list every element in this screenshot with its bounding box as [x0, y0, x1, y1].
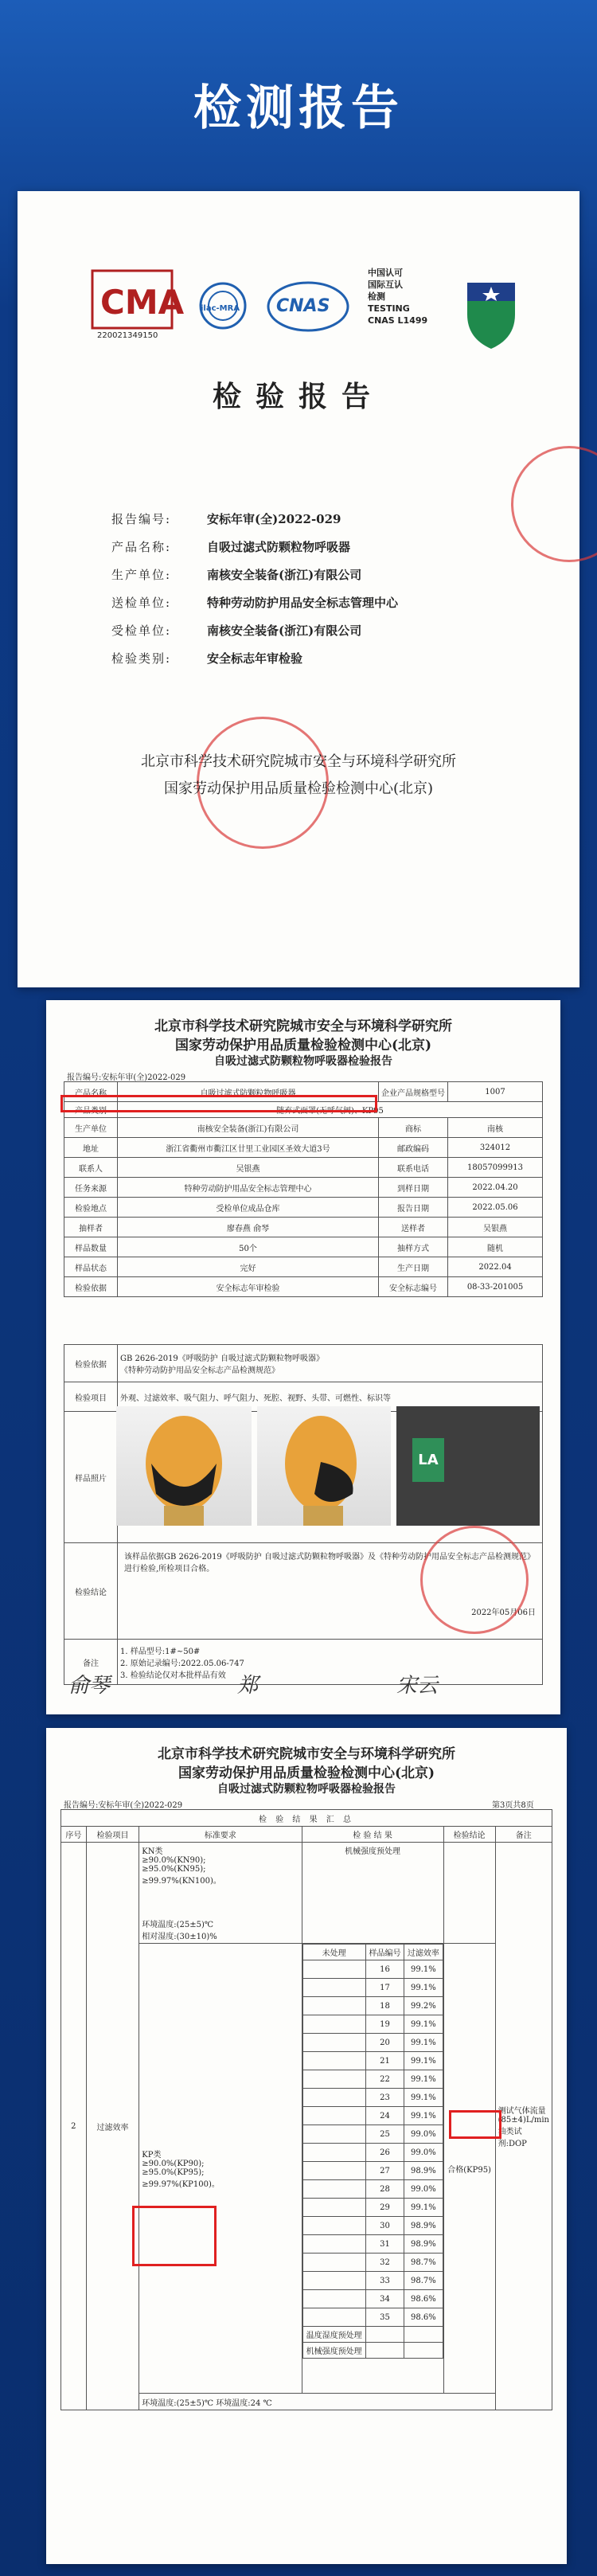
field-label: 送样者	[379, 1218, 448, 1237]
items-text: 外观、过滤效率、吸气阻力、呼气阻力、死腔、视野、头带、可燃性、标识等	[118, 1382, 543, 1412]
field-label: 检验依据	[64, 1277, 118, 1297]
spacer-cell	[302, 2162, 365, 2180]
field-value: 随弃式面罩(无呼气阀)、KP95	[118, 1102, 543, 1118]
efficiency-value: 99.1%	[404, 2089, 443, 2107]
table-row	[302, 1979, 443, 1997]
field-label: 企业产品规格型号	[379, 1082, 448, 1102]
col-label: 过滤效率	[404, 1945, 443, 1960]
standard-text: GB 2626-2019《呼吸防护 自吸过滤式防颗粒物呼吸器》 《特种劳动防护用品安全标志产品检测规范》	[118, 1345, 543, 1382]
efficiency-value: 99.1%	[404, 2034, 443, 2052]
table-row	[302, 2125, 443, 2144]
col-header: 序号	[61, 1827, 87, 1843]
col-header: 备注	[495, 1827, 552, 1843]
efficiency-value: 99.1%	[404, 2070, 443, 2089]
signature: 宋云	[396, 1674, 439, 1698]
efficiency-value: 99.0%	[404, 2144, 443, 2162]
conclusion-label: 检验结论	[64, 1543, 118, 1640]
table-row	[302, 2089, 443, 2107]
spacer-cell	[302, 2180, 365, 2199]
spacer-cell	[302, 2125, 365, 2144]
doc-title: 检验报告	[212, 380, 384, 413]
spacer-cell	[302, 2070, 365, 2089]
field-value: 324012	[448, 1138, 543, 1158]
table-row	[302, 2162, 443, 2180]
conclusion-cell: 该样品依据GB 2626-2019《呼吸防护 自吸过滤式防颗粒物呼吸器》及《特种劳动防护用品安全标志产品检测规范》进行检验,所检项目合格。 2022年05月06日	[118, 1543, 543, 1640]
field-value: 南核	[448, 1118, 543, 1138]
field-label: 商标	[379, 1118, 448, 1138]
field-label: 邮政编码	[379, 1138, 448, 1158]
table-row	[302, 2290, 443, 2308]
red-seal	[420, 1526, 529, 1634]
field-value: 吴银燕	[448, 1218, 543, 1237]
col-label: 机械强度预处理	[302, 2343, 365, 2359]
field-label: 生产日期	[379, 1257, 448, 1277]
spacer-cell	[302, 2144, 365, 2162]
field-label: 产品类别	[64, 1102, 118, 1118]
kp-requirement: KP类 ≥90.0%(KP90); ≥95.0%(KP95); ≥99.97%(KP100)。	[139, 1944, 302, 2394]
kn-results: 机械强度预处理	[302, 1843, 443, 1944]
field-value: 自吸过滤式防颗粒物呼吸器	[118, 1082, 379, 1102]
table-row	[64, 1198, 543, 1218]
kp-results	[302, 1944, 443, 2394]
field-value: 南核安全装备(浙江)有限公司	[118, 1118, 379, 1138]
sheet-subheading: 自吸过滤式防颗粒物呼吸器检验报告	[217, 1783, 396, 1796]
field-value: 2022.04	[448, 1257, 543, 1277]
table-row	[302, 1997, 443, 2015]
spacer-cell	[302, 2107, 365, 2125]
signature: 俞琴	[68, 1674, 111, 1698]
sample-id: 29	[365, 2199, 404, 2217]
report-info-list	[111, 506, 398, 673]
remarks-cell: 1. 样品型号:1#~50# 2. 原始记录编号:2022.05.06-747 3. 检验结论仅对本批样品有效	[118, 1640, 543, 1685]
spacer-cell	[302, 2015, 365, 2034]
cnas-cn-text: 中国认可 国际互认 检测 TESTING CNAS L1499	[368, 268, 428, 326]
table-row	[64, 1277, 543, 1297]
info-row: 生产单位: 南核安全装备(浙江)有限公司	[111, 568, 362, 582]
table-row	[302, 2254, 443, 2272]
field-value: 安全标志年审检验	[118, 1277, 379, 1297]
field-value: 08-33-201005	[448, 1277, 543, 1297]
result-sub-table	[302, 1944, 443, 2359]
report-number: 报告编号:安标年审(全)2022-029	[64, 1801, 183, 1810]
table-row	[64, 1257, 543, 1277]
field-label: 生产单位	[64, 1118, 118, 1138]
col-header: 检验结论	[443, 1827, 495, 1843]
kn-requirement: KN类 ≥90.0%(KN90); ≥95.0%(KN95); ≥99.97%(KN100)。 环境温度:(25±5)℃ 相对湿度:(30±10)%	[139, 1843, 302, 1944]
table-row	[302, 1960, 443, 1979]
shield-logo-icon	[463, 279, 519, 350]
field-label: 产品名称	[64, 1082, 118, 1102]
efficiency-value: 98.9%	[404, 2217, 443, 2235]
table-row	[302, 2217, 443, 2235]
table-title: 检 验 结 果 汇 总	[61, 1810, 552, 1827]
field-label: 报告日期	[379, 1198, 448, 1218]
env-bottom: 环境温度:(25±5)℃ 环境温度:24 ℃	[139, 2394, 495, 2410]
sample-id: 21	[365, 2052, 404, 2070]
col-label: 温度湿度预处理	[302, 2327, 365, 2343]
sample-id: 20	[365, 2034, 404, 2052]
cma-number: 220021349150	[97, 331, 158, 340]
cnas-mark: CNAS	[276, 296, 330, 316]
efficiency-value: 99.2%	[404, 1997, 443, 2015]
table-row	[64, 1118, 543, 1138]
field-label: 样品状态	[64, 1257, 118, 1277]
field-label: 联系人	[64, 1158, 118, 1178]
field-label: 检验地点	[64, 1198, 118, 1218]
efficiency-value: 98.7%	[404, 2272, 443, 2290]
info-row: 送检单位: 特种劳动防护用品安全标志管理中心	[111, 596, 399, 610]
table-row	[302, 2107, 443, 2125]
table-row	[302, 2235, 443, 2254]
col-header: 标准要求	[139, 1827, 302, 1843]
kp-conclusion: 合格(KP95)	[443, 1944, 495, 2394]
spacer-cell	[302, 1997, 365, 2015]
report-cover-sheet	[18, 191, 579, 987]
standard-label: 检验依据	[64, 1345, 118, 1382]
field-value: 浙江省衢州市衢江区廿里工业园区圣效大道3号	[118, 1138, 379, 1158]
sample-photo	[116, 1406, 252, 1526]
col-label: 未处理	[302, 1945, 365, 1960]
sample-id: 31	[365, 2235, 404, 2254]
spacer-cell	[302, 2052, 365, 2070]
field-label: 任务来源	[64, 1178, 118, 1198]
efficiency-value: 98.6%	[404, 2290, 443, 2308]
field-label: 地址	[64, 1138, 118, 1158]
efficiency-value: 99.1%	[404, 2107, 443, 2125]
info-row: 报告编号: 安标年审(全)2022-029	[111, 512, 341, 526]
sheet-heading: 国家劳动保护用品质量检验检测中心(北京)	[174, 1038, 432, 1053]
highlight-box	[132, 2206, 217, 2266]
sample-id: 22	[365, 2070, 404, 2089]
sample-id: 17	[365, 1979, 404, 1997]
spacer-cell	[302, 1979, 365, 1997]
remarks-label: 备注	[64, 1640, 118, 1685]
field-label: 到样日期	[379, 1178, 448, 1198]
efficiency-value: 99.0%	[404, 2180, 443, 2199]
sample-id: 32	[365, 2254, 404, 2272]
efficiency-value: 99.0%	[404, 2125, 443, 2144]
report-result-sheet	[46, 1728, 567, 2564]
note-cell: 测试气体流量(85±4)L/min 油类试剂:DOP	[495, 1843, 552, 2410]
spacer-cell	[302, 2034, 365, 2052]
field-label: 联系电话	[379, 1158, 448, 1178]
highlight-box	[60, 1095, 377, 1112]
efficiency-value: 99.1%	[404, 2015, 443, 2034]
spacer-cell	[302, 2235, 365, 2254]
cma-mark: CMA	[100, 283, 185, 322]
field-label: 样品数量	[64, 1237, 118, 1257]
field-value: 1007	[448, 1082, 543, 1102]
sample-id: 18	[365, 1997, 404, 2015]
table-row	[302, 2199, 443, 2217]
photo-label: 样品照片	[64, 1412, 118, 1543]
field-value: 受检单位成品仓库	[118, 1198, 379, 1218]
sample-id: 33	[365, 2272, 404, 2290]
sample-id: 26	[365, 2144, 404, 2162]
table-row	[302, 2308, 443, 2327]
sample-id: 27	[365, 2162, 404, 2180]
la-badge: LA	[412, 1438, 444, 1482]
field-value: 廖春燕 俞琴	[118, 1218, 379, 1237]
seq-cell: 2	[61, 1843, 87, 2410]
report-number: 报告编号:安标年审(全)2022-029	[67, 1073, 186, 1082]
signature: 郑	[237, 1674, 259, 1698]
spacer-cell	[302, 2089, 365, 2107]
efficiency-value: 99.1%	[404, 1960, 443, 1979]
page-number: 第3页共8页	[492, 1801, 534, 1810]
col-header: 检验项目	[86, 1827, 139, 1843]
table-row	[64, 1218, 543, 1237]
efficiency-value: 98.7%	[404, 2254, 443, 2272]
field-value: 随机	[448, 1237, 543, 1257]
field-value: 特种劳动防护用品安全标志管理中心	[118, 1178, 379, 1198]
sample-photo	[257, 1406, 391, 1526]
efficiency-value: 99.1%	[404, 2052, 443, 2070]
sample-id: 19	[365, 2015, 404, 2034]
field-value: 吴银燕	[118, 1158, 379, 1178]
table-row	[302, 2034, 443, 2052]
sample-id: 34	[365, 2290, 404, 2308]
table-row	[302, 2180, 443, 2199]
table-row	[302, 2272, 443, 2290]
sheet-heading: 国家劳动保护用品质量检验检测中心(北京)	[178, 1765, 435, 1781]
sheet-heading: 北京市科学技术研究院城市安全与环境科学研究所	[158, 1746, 455, 1762]
mask-front-icon	[116, 1406, 252, 1526]
sample-id: 30	[365, 2217, 404, 2235]
info-row: 产品名称: 自吸过滤式防颗粒物呼吸器	[111, 540, 351, 554]
item-cell: 过滤效率	[86, 1843, 139, 2410]
mask-side-icon	[257, 1406, 391, 1526]
table-row	[64, 1237, 543, 1257]
efficiency-value: 98.9%	[404, 2162, 443, 2180]
report-detail-sheet	[46, 1000, 560, 1714]
ilac-mark: ilac-MRA	[201, 304, 240, 313]
table-row	[302, 2052, 443, 2070]
table-row	[64, 1158, 543, 1178]
info-row: 受检单位: 南核安全装备(浙江)有限公司	[111, 623, 362, 638]
sample-photo	[396, 1406, 540, 1526]
spacer-cell	[302, 2199, 365, 2217]
table-row	[64, 1178, 543, 1198]
table-row	[302, 2144, 443, 2162]
red-seal	[511, 446, 597, 562]
sample-id: 28	[365, 2180, 404, 2199]
sample-id: 16	[365, 1960, 404, 1979]
field-value: 18057099913	[448, 1158, 543, 1178]
spacer-cell	[302, 2272, 365, 2290]
table-row	[302, 2015, 443, 2034]
items-label: 检验项目	[64, 1382, 118, 1412]
field-value: 2022.04.20	[448, 1178, 543, 1198]
highlight-box	[449, 2110, 501, 2139]
sample-id: 24	[365, 2107, 404, 2125]
field-label: 安全标志编号	[379, 1277, 448, 1297]
sample-id: 23	[365, 2089, 404, 2107]
col-header: 检 验 结 果	[302, 1827, 443, 1843]
col-label: 样品编号	[365, 1945, 404, 1960]
efficiency-value: 99.1%	[404, 2199, 443, 2217]
spacer-cell	[302, 2217, 365, 2235]
sample-id: 35	[365, 2308, 404, 2327]
issuing-organization: 北京市科学技术研究院城市安全与环境科学研究所 国家劳动保护用品质量检验检测中心(北京)	[141, 753, 456, 797]
table-row	[302, 2070, 443, 2089]
info-row: 检验类别: 安全标志年审检验	[111, 651, 303, 666]
spacer-cell	[302, 2290, 365, 2308]
efficiency-value: 99.1%	[404, 1979, 443, 1997]
sample-id: 25	[365, 2125, 404, 2144]
field-value: 2022.05.06	[448, 1198, 543, 1218]
table-row	[64, 1138, 543, 1158]
field-label: 抽样者	[64, 1218, 118, 1237]
kn-conclusion	[443, 1843, 495, 1944]
field-label: 抽样方式	[379, 1237, 448, 1257]
spacer-cell	[302, 2308, 365, 2327]
sheet-subheading: 自吸过滤式防颗粒物呼吸器检验报告	[214, 1055, 392, 1068]
efficiency-value: 98.6%	[404, 2308, 443, 2327]
field-value: 50个	[118, 1237, 379, 1257]
product-info-table	[64, 1081, 543, 1297]
field-value: 完好	[118, 1257, 379, 1277]
sheet-heading: 北京市科学技术研究院城市安全与环境科学研究所	[154, 1018, 452, 1034]
spacer-cell	[302, 1960, 365, 1979]
spacer-cell	[302, 2254, 365, 2272]
page-title: 检测报告	[193, 80, 404, 136]
efficiency-value: 98.9%	[404, 2235, 443, 2254]
